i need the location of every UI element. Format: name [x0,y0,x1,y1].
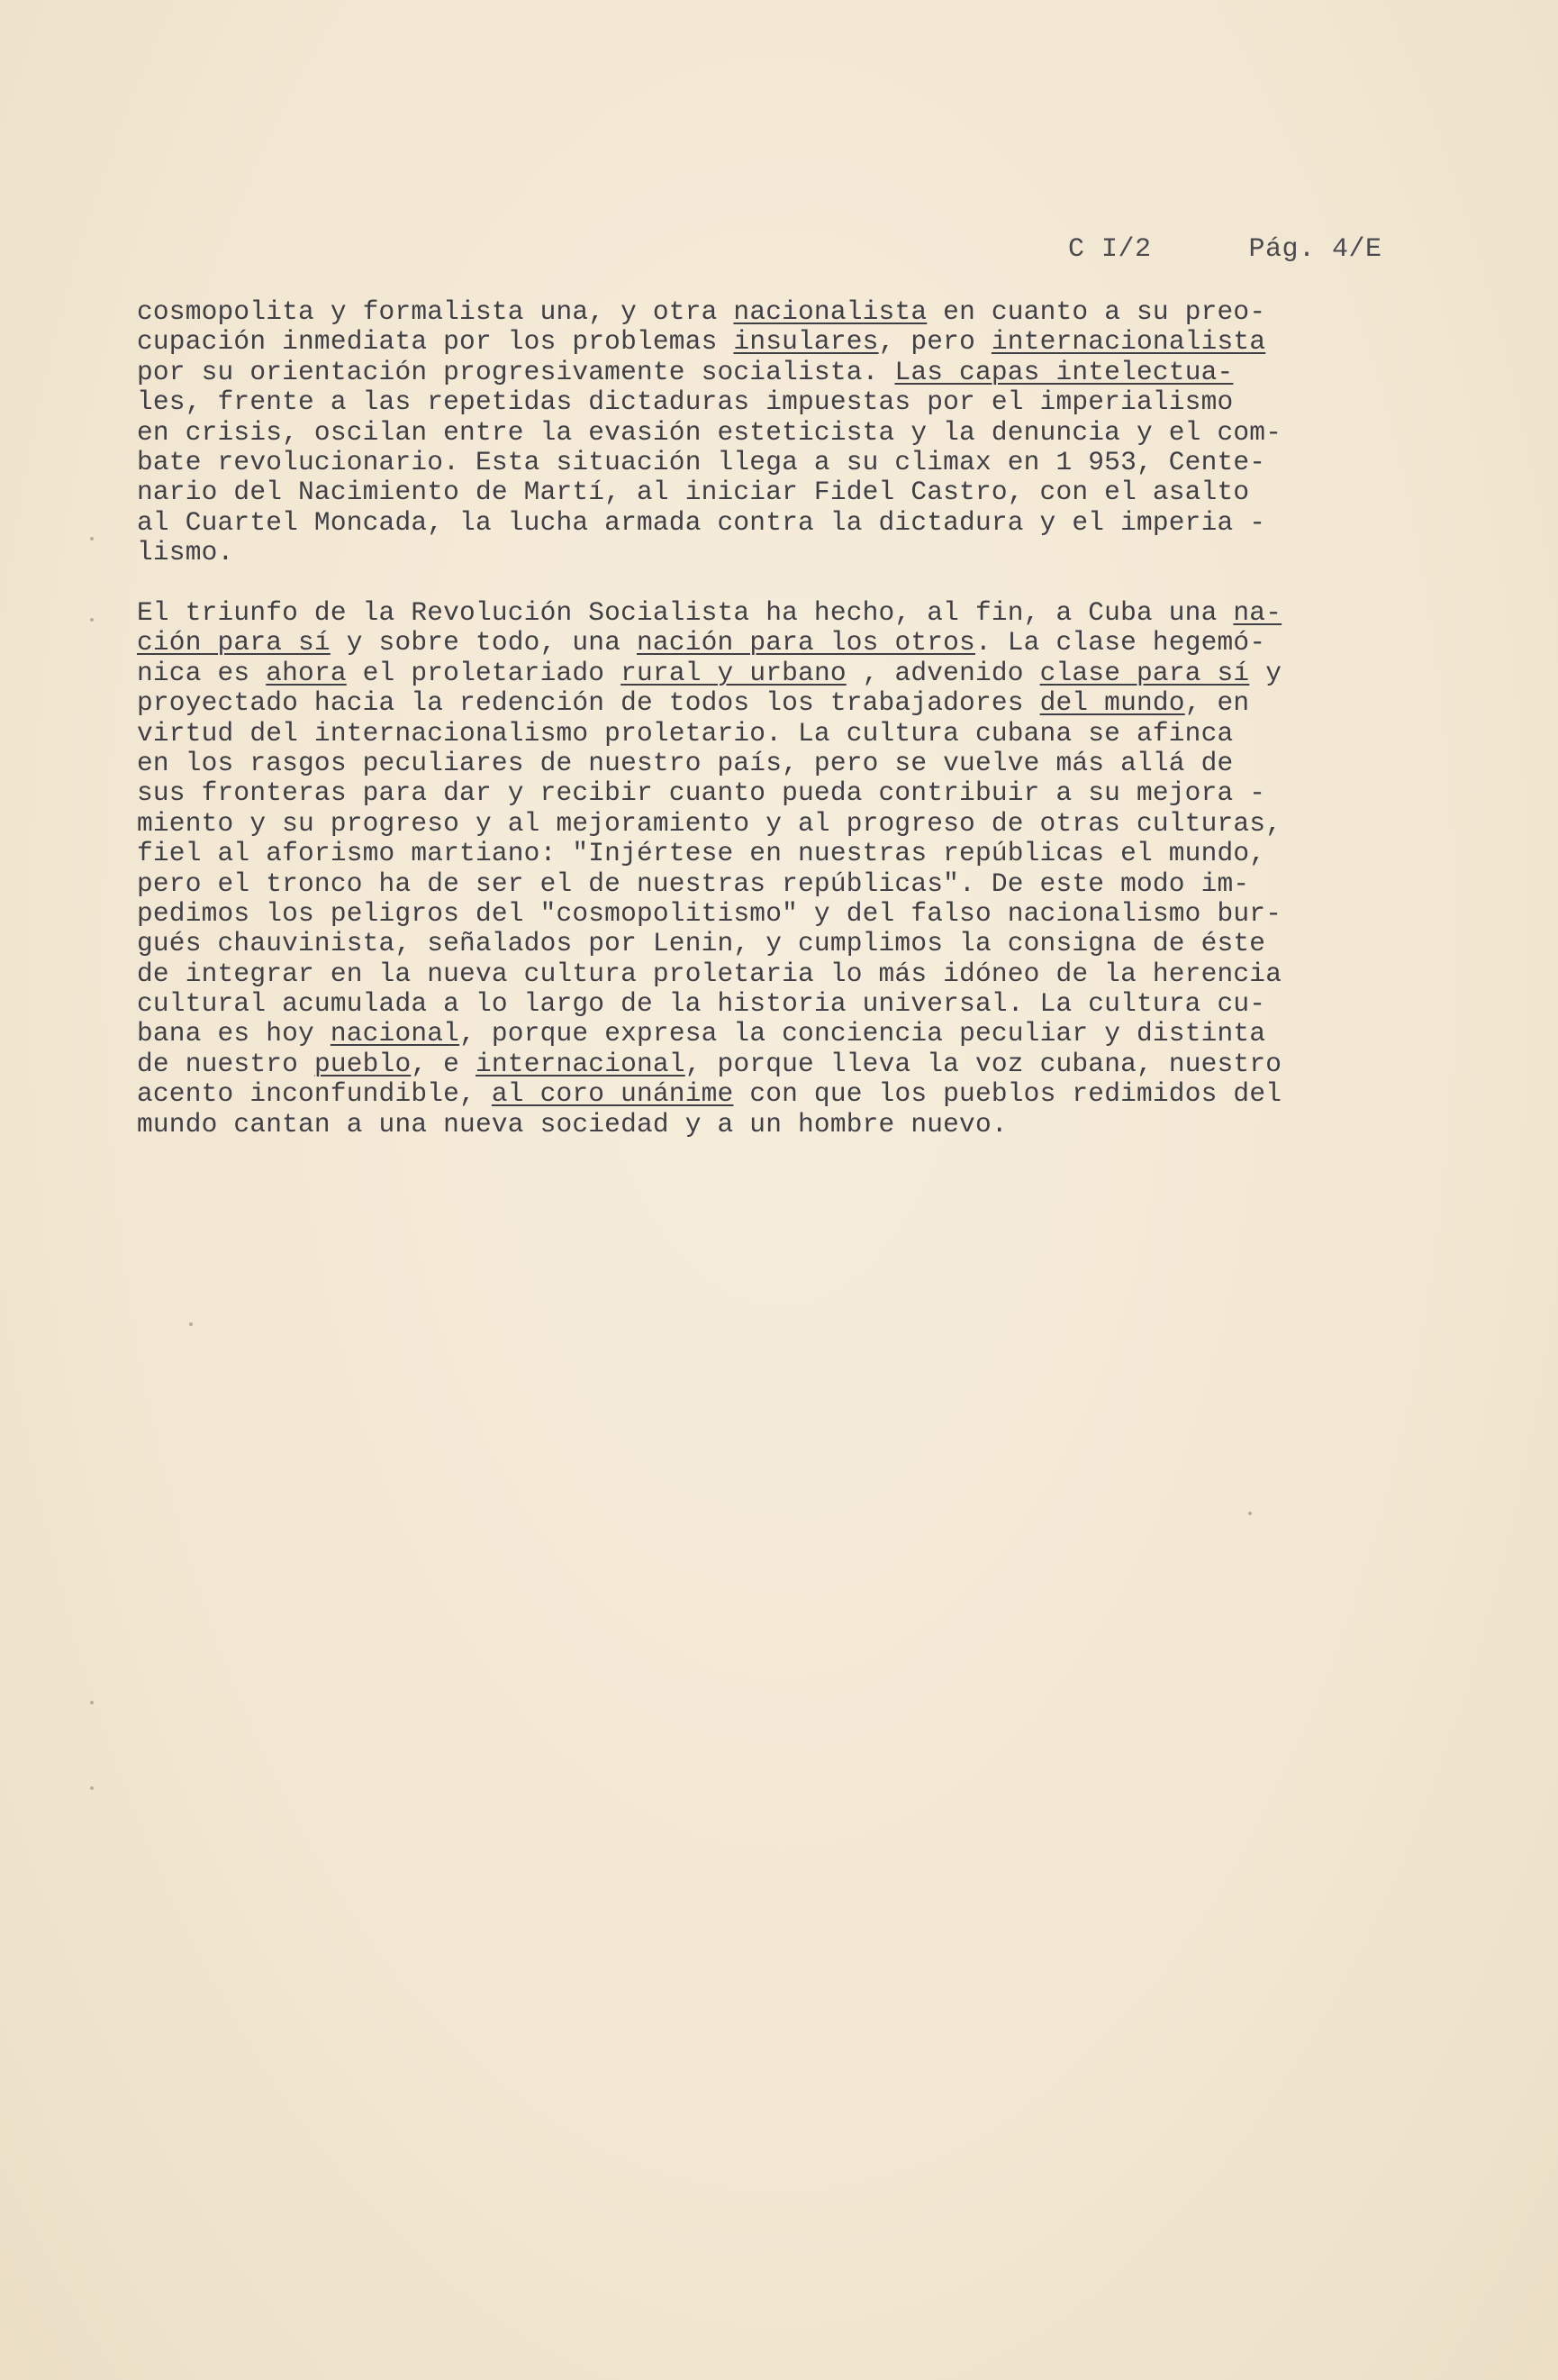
text-line: pero el tronco ha de ser el de nuestras repúblicas". De este modo im- [137,868,1250,899]
text-line: nica es ahora el proletariado rural y urbano , advenido clase para sí y [137,657,1282,688]
underlined-word: na- [1233,597,1282,628]
underlined-word: del mundo [1039,687,1185,719]
paper-speck [189,1322,193,1326]
underlined-word: clase para sí [1039,657,1250,688]
text-line: cupación inmediata por los problemas insulares, pero internacionalista [137,326,1266,358]
text-line: les, frente a las repetidas dictaduras impuestas por el imperialismo [137,386,1234,418]
text-line: bate revolucionario. Esta situación llega a su climax en 1 953, Cente- [137,446,1266,477]
text-line: sus fronteras para dar y recibir cuanto pueda contribuir a su mejora - [137,777,1266,809]
text-line: cosmopolita y formalista una, y otra nacionalista en cuanto a su preo- [137,296,1266,327]
text-line: El triunfo de la Revolución Socialista ha hecho, al fin, a Cuba una na- [137,597,1282,628]
document-reference: C I/2 [1068,234,1152,265]
underlined-word: rural y urbano [620,657,847,688]
text-line: nario del Nacimiento de Martí, al iniciar Fidel Castro, con el asalto [137,477,1250,508]
underlined-word: nación para los otros [637,627,975,659]
page-number: Pág. 4/E [1248,234,1382,265]
paper-speck [90,1701,94,1704]
paper-speck [90,537,94,540]
text-line: mundo cantan a una nueva sociedad y a un hombre nuevo. [137,1108,1008,1140]
paper-speck [1248,1512,1252,1515]
underlined-word: nacionalista [733,296,928,327]
text-line: en crisis, oscilan entre la evasión esteticista y la denuncia y el com- [137,416,1282,448]
text-line: acento inconfundible, al coro unánime con que los pueblos redimidos del [137,1078,1282,1110]
text-line: virtud del internacionalismo proletario. La cultura cubana se afinca [137,717,1234,749]
paragraph-1 [137,297,1461,568]
text-line: bana es hoy nacional, porque expresa la conciencia peculiar y distinta [137,1018,1266,1049]
text-line: proyectado hacia la redención de todos los trabajadores del mundo, en [137,687,1250,719]
text-line: de integrar en la nueva cultura proletaria lo más idóneo de la herencia [137,958,1282,989]
underlined-word: internacionalista [991,326,1266,358]
text-line: al Cuartel Moncada, la lucha armada contra la dictadura y el imperia - [137,506,1266,538]
underlined-word: ahora [266,657,347,688]
text-line: ción para sí y sobre todo, una nación para los otros. La clase hegemó- [137,627,1266,659]
text-line: cultural acumulada a lo largo de la historia universal. La cultura cu- [137,988,1266,1020]
text-line: miento y su progreso y al mejoramiento y al progreso de otras culturas, [137,807,1282,839]
text-line: de nuestro pueblo, e internacional, porque lleva la voz cubana, nuestro [137,1048,1282,1079]
paper-speck [90,618,94,622]
underlined-word: internacional [475,1048,685,1079]
underlined-word: nacional [330,1018,460,1049]
underlined-word: al coro unánime [491,1078,734,1110]
text-line: por su orientación progresivamente socialista. Las capas intelectua- [137,356,1234,387]
paragraph-2 [137,598,1461,1140]
page-header [1001,204,1382,295]
text-line: pedimos los peligros del "cosmopolitismo" y del falso nacionalismo bur- [137,897,1282,929]
underlined-word: pueblo [313,1048,412,1079]
underlined-word: ción para sí [137,627,331,659]
text-line: gués chauvinista, señalados por Lenin, y cumplimos la consigna de éste [137,928,1266,959]
text-line: lismo. [137,537,234,568]
text-line: en los rasgos peculiares de nuestro país, pero se vuelve más allá de [137,747,1234,778]
underlined-word: insulares [733,326,879,358]
underlined-word: Las capas intelectua- [894,356,1234,387]
text-line: fiel al aforismo martiano: "Injértese en nuestras repúblicas el mundo, [137,838,1266,869]
paper-speck [90,1786,94,1790]
